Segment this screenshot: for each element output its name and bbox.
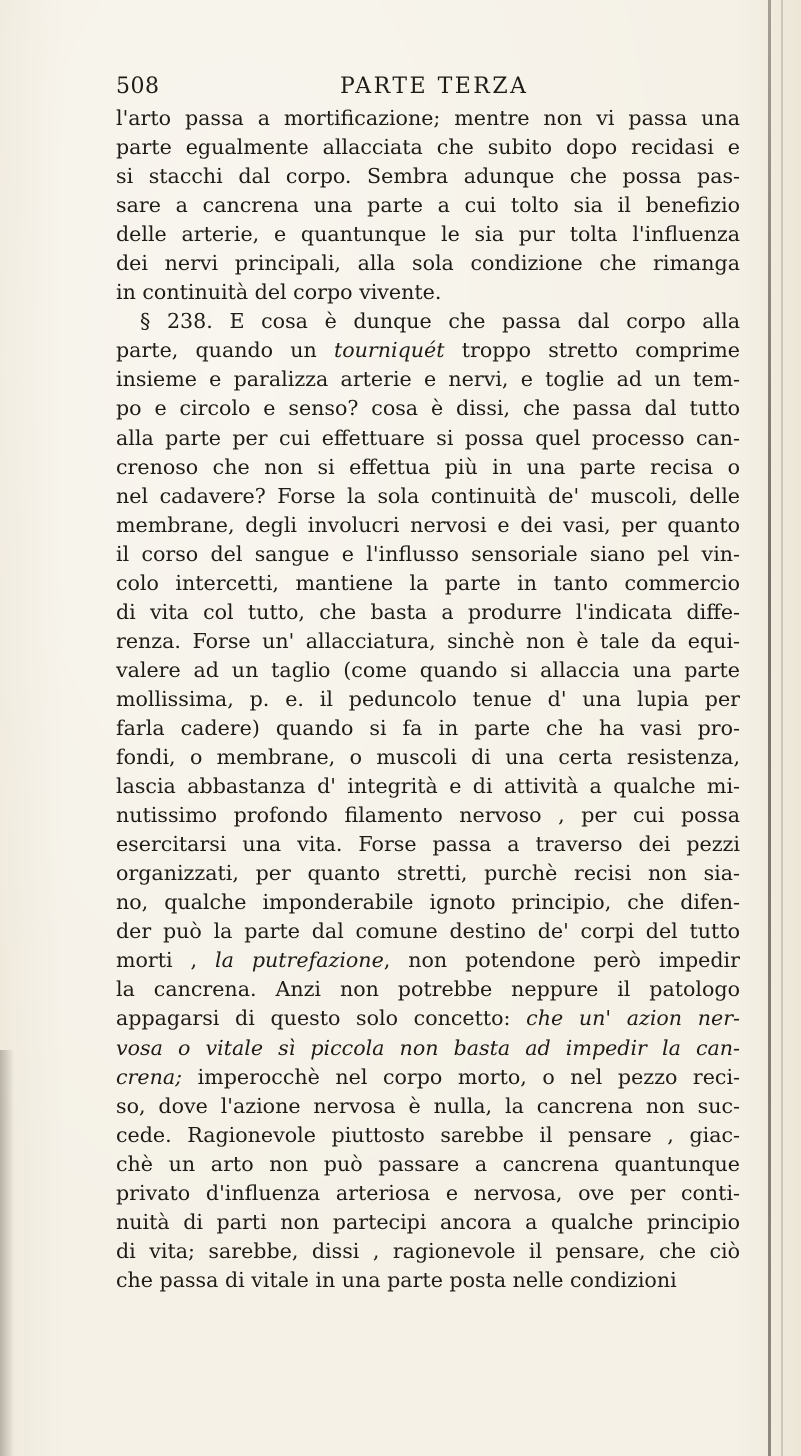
text-line — [116, 336, 740, 365]
text-segment: morti , — [116, 948, 216, 973]
text-line: membrane, degli involucri nervosi e dei vasi, per quanto — [116, 512, 740, 537]
text-line: chè un arto non può passare a cancrena quantunque — [116, 1151, 740, 1176]
text-line: po e circolo e senso? cosa è dissi, che passa dal tutto — [116, 396, 740, 421]
text-line: si stacchi dal corpo. Sembra adunque che possa pas- — [116, 164, 740, 189]
text-line: no, qualche imponderabile ignoto principio, che difen- — [116, 890, 740, 915]
text-line: so, dove l'azione nervosa è nulla, la cancrena non suc- — [116, 1093, 740, 1118]
text-line: insieme e paralizza arterie e nervi, e toglie ad un tem- — [116, 367, 740, 392]
text-line: di vita col tutto, che basta a produrre l'indicata diffe- — [116, 599, 740, 624]
text-line: esercitarsi una vita. Forse passa a traverso dei pezzi — [116, 832, 740, 857]
text-segment: , non potendone però impedir — [383, 948, 740, 973]
page-edge-line — [781, 0, 783, 1456]
text-line: § 238. E cosa è dunque che passa dal corpo alla — [140, 309, 740, 334]
text-line: crenoso che non si effettua più in una parte recisa o — [116, 454, 740, 479]
text-line: in continuità del corpo vivente. — [116, 280, 442, 305]
text-line: di vita; sarebbe, dissi , ragionevole il pensare, che ciò — [116, 1238, 740, 1263]
text-line: fondi, o membrane, o muscoli di una certa resistenza, — [116, 745, 740, 770]
page-header — [116, 74, 736, 104]
italic-segment: crena; — [116, 1064, 183, 1089]
text-line: renza. Forse un' allacciatura, sinchè non è tale da equi- — [116, 628, 740, 653]
text-line — [116, 1034, 740, 1063]
text-line: nutissimo profondo filamento nervoso , per cui possa — [116, 803, 740, 828]
text-segment: appagarsi di questo solo concetto: — [116, 1006, 527, 1031]
page-edge-shadow — [768, 0, 771, 1456]
text-line: valere ad un taglio (come quando si allaccia una parte — [116, 657, 740, 682]
running-head: PARTE TERZA — [340, 74, 529, 99]
text-line: alla parte per cui effettuare si possa quel processo can- — [116, 425, 740, 450]
text-line: organizzati, per quanto stretti, purchè recisi non sia- — [116, 861, 740, 886]
text-line: cede. Ragionevole piuttosto sarebbe il pensare , giac- — [116, 1122, 740, 1147]
text-segment: troppo stretto comprime — [444, 338, 740, 363]
text-line: mollissima, p. e. il peduncolo tenue d' una lupia per — [116, 686, 740, 711]
italic-segment: tourniquét — [333, 338, 445, 363]
italic-segment: la putrefazione — [215, 948, 384, 973]
italic-segment: che un' azion ner- — [526, 1006, 740, 1031]
binding-shadow — [0, 1050, 14, 1456]
text-segment: imperocchè nel corpo morto, o nel pezzo reci- — [182, 1064, 740, 1089]
text-line: lascia abbastanza d' integrità e di attività a qualche mi- — [116, 774, 740, 799]
italic-segment: vosa o vitale sì piccola non basta ad impedir la can- — [116, 1035, 740, 1060]
text-line: nel cadavere? Forse la sola continuità de' muscoli, delle — [116, 483, 740, 508]
text-line: che passa di vitale in una parte posta nelle condizioni — [116, 1267, 677, 1292]
text-line: nuità di parti non partecipi ancora a qualche principio — [116, 1209, 740, 1234]
text-line: colo intercetti, mantiene la parte in tanto commercio — [116, 570, 740, 595]
text-line — [116, 946, 740, 975]
text-line: der può la parte dal comune destino de' corpi del tutto — [116, 919, 740, 944]
text-line — [116, 1004, 740, 1033]
text-line: privato d'influenza arteriosa e nervosa, ove per conti- — [116, 1180, 740, 1205]
text-line: farla cadere) quando si fa in parte che ha vasi pro- — [116, 715, 740, 740]
text-line: parte egualmente allacciata che subito dopo recidasi e — [116, 135, 740, 160]
body-text — [116, 104, 740, 1295]
text-line: delle arterie, e quantunque le sia pur tolta l'influenza — [116, 222, 740, 247]
page-number: 508 — [116, 74, 160, 99]
text-line: il corso del sangue e l'influsso sensoriale siano pel vin- — [116, 541, 740, 566]
text-line: la cancrena. Anzi non potrebbe neppure il patologo — [116, 977, 740, 1002]
text-line: dei nervi principali, alla sola condizione che rimanga — [116, 251, 740, 276]
text-line: l'arto passa a mortificazione; mentre non vi passa una — [116, 106, 740, 130]
text-segment: parte, quando un — [116, 338, 334, 363]
text-line: sare a cancrena una parte a cui tolto sia il benefizio — [116, 193, 740, 218]
text-line — [116, 1063, 740, 1092]
